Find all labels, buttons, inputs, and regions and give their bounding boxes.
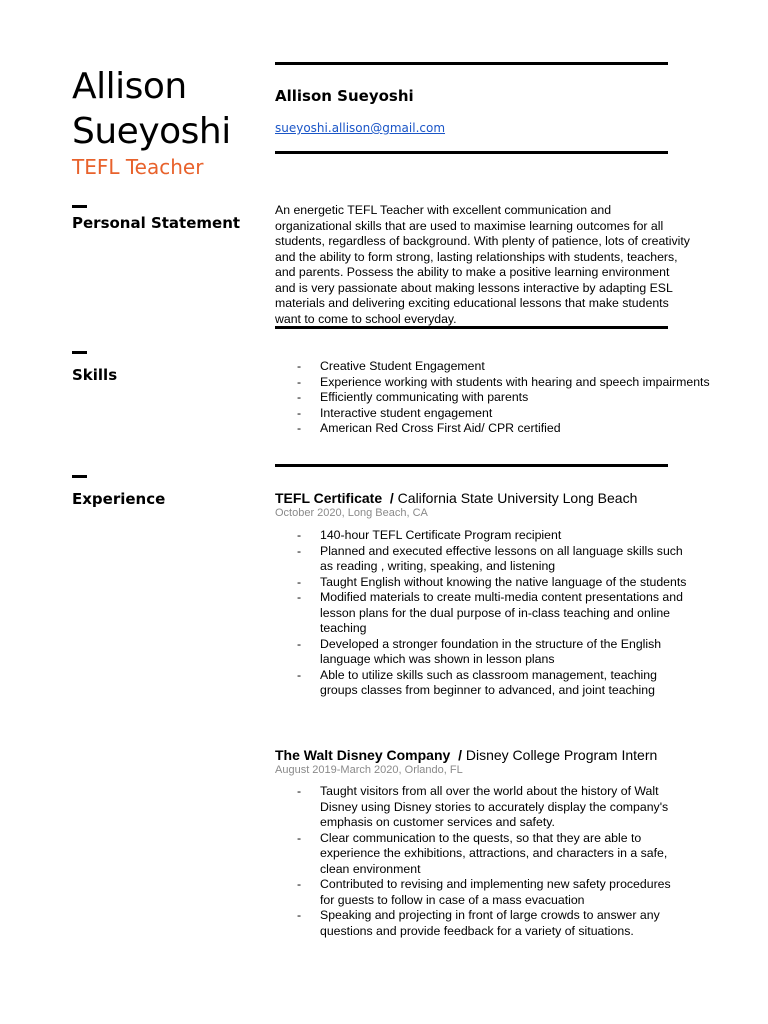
- experience-heading: [275, 747, 657, 763]
- list-item: - Interactive student engagement: [297, 405, 493, 420]
- header-rule-bottom: [275, 151, 668, 154]
- skills-rule: [275, 464, 668, 467]
- experience-role: California State University Long Beach: [397, 490, 638, 506]
- list-item: - Developed a stronger foundation in the structure of the English language which was shown in lesson plans: [297, 636, 662, 666]
- experience-org: The Walt Disney Company: [275, 747, 451, 763]
- list-item: - Creative Student Engagement: [297, 359, 485, 373]
- list-item: - Contributed to revising and implementing new safety procedures for guests to follow in case of a mass evacuation: [297, 877, 671, 907]
- experience-duties-list: [297, 528, 697, 699]
- list-item: - Efficiently communicating with parents: [297, 390, 529, 404]
- bullet-dash: -: [297, 359, 302, 373]
- bullet-dash: -: [297, 877, 302, 891]
- bullet-dash: -: [297, 784, 302, 798]
- bullet-dash: -: [297, 543, 302, 558]
- experience-section-label: Experience: [72, 490, 166, 508]
- email-link[interactable]: sueyoshi.allison@gmail.com: [275, 121, 446, 135]
- bullet-dash: -: [297, 528, 302, 542]
- experience-meta: August 2019-March 2020, Orlando, FL: [275, 764, 463, 776]
- list-item: - Speaking and projecting in front of large crowds to answer any questions and provide feedback for a variety of situations.: [297, 908, 660, 938]
- skills-section-label: Skills: [72, 366, 118, 384]
- contact-name: Allison Sueyoshi: [275, 87, 414, 105]
- skills-list: [297, 359, 710, 437]
- bullet-dash: -: [297, 667, 302, 682]
- bullet-dash: -: [297, 574, 302, 589]
- bullet-dash: -: [297, 390, 302, 404]
- job-title: TEFL Teacher: [72, 155, 204, 179]
- experience-duties-list: [297, 784, 677, 939]
- list-item: - Experience working with students with hearing and speech impairments: [297, 374, 710, 389]
- statement-section-label: Personal Statement: [72, 214, 241, 232]
- section-divider-dash: [72, 351, 87, 354]
- section-divider-dash: [72, 205, 87, 208]
- section-divider-dash: [72, 475, 87, 478]
- statement-rule: [275, 326, 668, 329]
- list-item: - Planned and executed effective lessons on all language skills such as reading , writing, speaking, and listening: [297, 543, 683, 573]
- list-item: - Able to utilize skills such as classroom management, teaching groups classes from beginner to advanced, and joint teaching: [297, 667, 657, 697]
- heading-separator: /: [458, 747, 462, 763]
- bullet-dash: -: [297, 908, 302, 922]
- experience-role: Disney College Program Intern: [465, 747, 658, 763]
- last-name: Sueyoshi: [72, 111, 231, 152]
- list-item: - Taught English without knowing the native language of the students: [297, 574, 687, 589]
- list-item: - Modified materials to create multi-media content presentations and lesson plans for the dual purpose of in-class teaching and online teaching: [297, 590, 683, 635]
- heading-separator: /: [389, 490, 394, 506]
- header-rule-top: [275, 62, 668, 65]
- bullet-dash: -: [297, 374, 302, 389]
- bullet-dash: -: [297, 636, 302, 651]
- list-item: - Clear communication to the quests, so that they are able to experience the exhibitions, attractions, and characters in a safe, clean environment: [297, 830, 668, 876]
- bullet-dash: -: [297, 830, 302, 845]
- bullet-dash: -: [297, 590, 302, 604]
- candidate-name: [72, 64, 272, 154]
- experience-org: TEFL Certificate: [275, 490, 383, 506]
- bullet-dash: -: [297, 421, 302, 435]
- experience-meta: October 2020, Long Beach, CA: [275, 507, 428, 519]
- personal-statement: An energetic TEFL Teacher with excellent communication and organizational skills that are used to maximise learning outcomes for all students, regardless of background. With plenty of patience, lots of creativity and the ability to form strong, lasting relationships with students, teachers, and parents. Possess the ability to make a positive learning environment and is very passionate about making lessons interactive by adapting ESL materials and delivering exciting educational lessons that make students want to come to school everyday.: [275, 203, 690, 326]
- first-name: Allison: [72, 66, 187, 107]
- experience-heading: [275, 490, 637, 506]
- bullet-dash: -: [297, 405, 302, 420]
- list-item: - Taught visitors from all over the world about the history of Walt Disney using Disney stories to accurately display the company's emphasis on customer services and safety.: [297, 784, 669, 829]
- list-item: - 140-hour TEFL Certificate Program recipient: [297, 528, 562, 542]
- list-item: - American Red Cross First Aid/ CPR certified: [297, 421, 561, 435]
